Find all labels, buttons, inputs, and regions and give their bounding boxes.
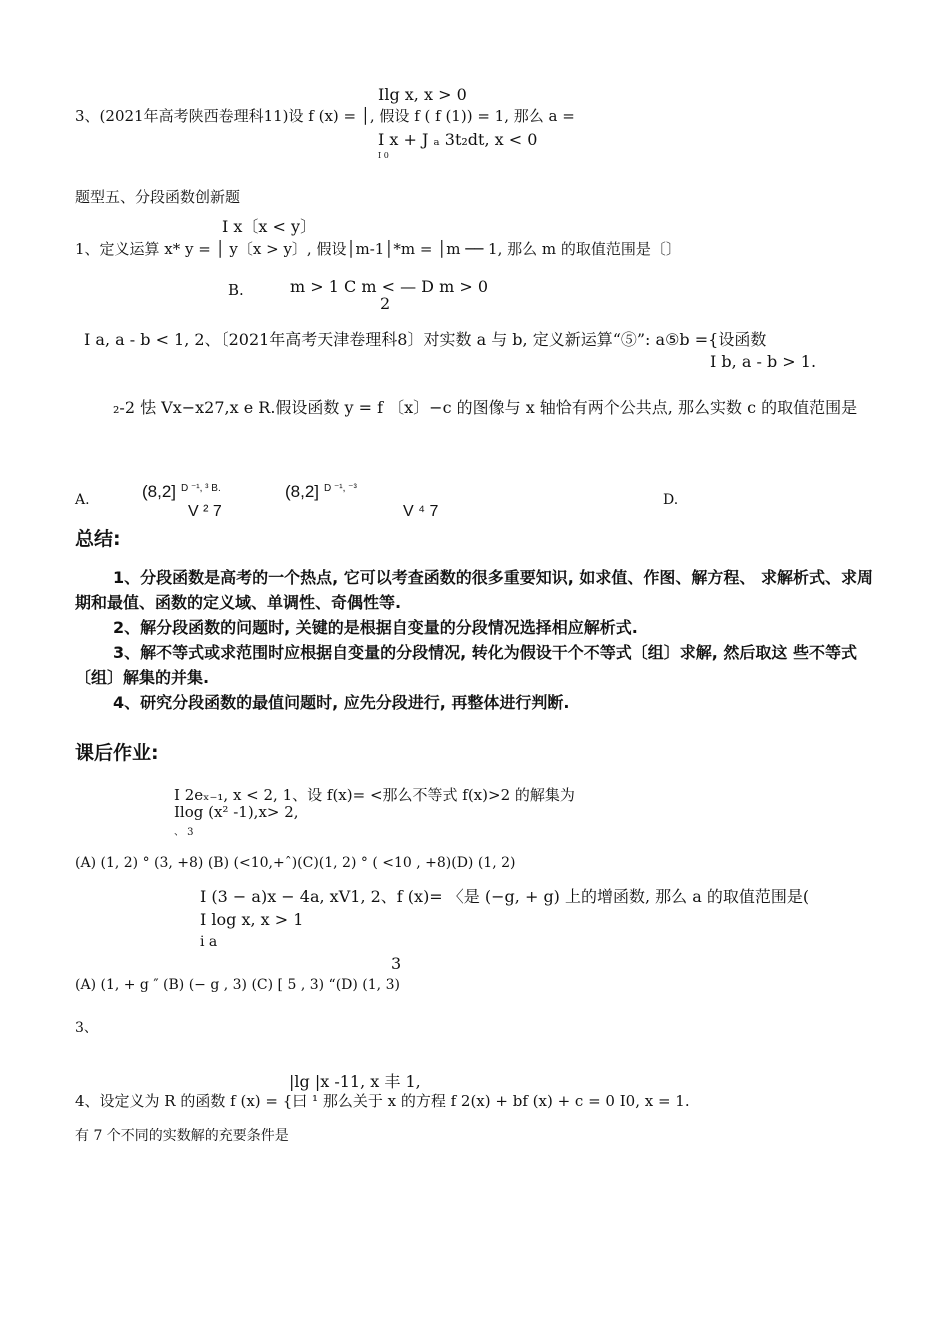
q2-option-a-sub: V ² 7 xyxy=(188,503,222,520)
summary-item-4: 4、研究分段函数的最值问题时, 应先分段进行, 再整体进行判断. xyxy=(113,693,570,712)
q2-statement-line2: I b, a - b > 1. xyxy=(710,352,817,371)
q3-piecewise-bottom: I x + J ₐ 3t₂dt, x < 0 xyxy=(378,130,538,149)
section-title: 题型五、分段函数创新题 xyxy=(75,188,241,206)
hw-q4-tail: 有 7 个不同的实数解的充要条件是 xyxy=(75,1128,289,1144)
hw-q4-piecewise-top: |lg |x -11, x 丰 1, xyxy=(289,1072,421,1091)
q1-options: m > 1 C m < — D m > 0 xyxy=(290,277,489,296)
q1-option-b-label: B. xyxy=(228,281,244,299)
hw-q1-line2: Ilog (x² -1),x> 2, xyxy=(174,803,299,821)
q2-option-d-label: D. xyxy=(663,492,679,508)
q2-option-a-tail: D ⁻¹, ³ B. xyxy=(181,483,221,494)
q3-subscript: I 0 xyxy=(378,151,389,160)
hw-q1-small: 、 3 xyxy=(174,827,194,838)
q2-option-b-sub: V ⁴ 7 xyxy=(403,503,439,520)
q2-option-a-label: A. xyxy=(75,492,90,508)
q2-statement-line3: ₂-2 怯 Vx−x27,x e R.假设函数 y = f 〔x〕−c 的图像与 x 轴恰有两个公共点, 那么实数 c 的取值范围是 xyxy=(113,398,858,417)
homework-title: 课后作业: xyxy=(75,742,159,764)
hw-q4-statement: 4、设定义为 R 的函数 f (x) = {曰 ¹ 那么关于 x 的方程 f 2(x) + bf (x) + c = 0 I0, x = 1. xyxy=(75,1092,690,1110)
summary-item-3: 3、解不等式或求范围时应根据自变量的分段情况, 转化为假设干个不等式〔组〕求解, 然后取这 些不等式〔组〕解集的并集. xyxy=(75,643,858,687)
q1-fraction-denominator: 2 xyxy=(380,294,391,313)
hw-q2-fraction: 3 xyxy=(391,954,402,973)
q1-statement: 1、定义运算 x* y = │ y〔x > y〕, 假设│m-1│*m = │m ── 1, 那么 m 的取值范围是〔〕 xyxy=(75,240,681,258)
hw-q3-label: 3、 xyxy=(75,1020,98,1036)
hw-q2-line2: I log x, x > 1 xyxy=(200,910,304,929)
hw-q2-line3: i a xyxy=(200,934,218,950)
hw-q1-line1: I 2eₓ₋₁, x < 2, 1、设 f(x)= <那么不等式 f(x)>2 的解集为 xyxy=(174,786,575,804)
q2-option-b-interval: (8,2] xyxy=(285,482,320,501)
hw-q1-options: (A) (1, 2) ° (3, +8) (B) (<10,+ˆ)(C)(1, 2) ° ( <10 , +8)(D) (1, 2) xyxy=(75,855,516,871)
hw-q2-line1: I (3 − a)x − 4a, xV1, 2、f (x)= 〈是 (−g, + g) 上的增函数, 那么 a 的取值范围是( xyxy=(200,887,810,906)
q2-statement-line1: I a, a - b < 1, 2、〔2021年高考天津卷理科8〕对实数 a 与 b, 定义新运算“⑤”: a⑤b ={设函数 xyxy=(84,330,767,349)
summary-item-1: 1、分段函数是高考的一个热点, 它可以考查函数的很多重要知识, 如求值、作图、解方程、 求解析式、求周期和最值、函数的定义域、单调性、奇偶性等. xyxy=(75,568,874,612)
q1-piecewise-top: I x〔x < y〕 xyxy=(222,217,317,236)
summary-item-2: 2、解分段函数的问题时, 关键的是根据自变量的分段情况选择相应解析式. xyxy=(113,618,638,637)
hw-q2-options: (A) (1, + g ″ (B) (− g , 3) (C) [ 5 , 3) “(D) (1, 3) xyxy=(75,977,400,993)
q3-statement: 3、(2021年高考陕西卷理科11)设 f (x) = │, 假设 f ( f (1)) = 1, 那么 a = xyxy=(75,107,575,125)
summary-title: 总结: xyxy=(75,528,121,550)
q2-option-b-tail: D ⁻¹, ⁻³ xyxy=(324,483,357,494)
q3-piecewise-top: Ilg x, x > 0 xyxy=(378,85,467,104)
q2-option-a-interval: (8,2] xyxy=(142,482,177,501)
